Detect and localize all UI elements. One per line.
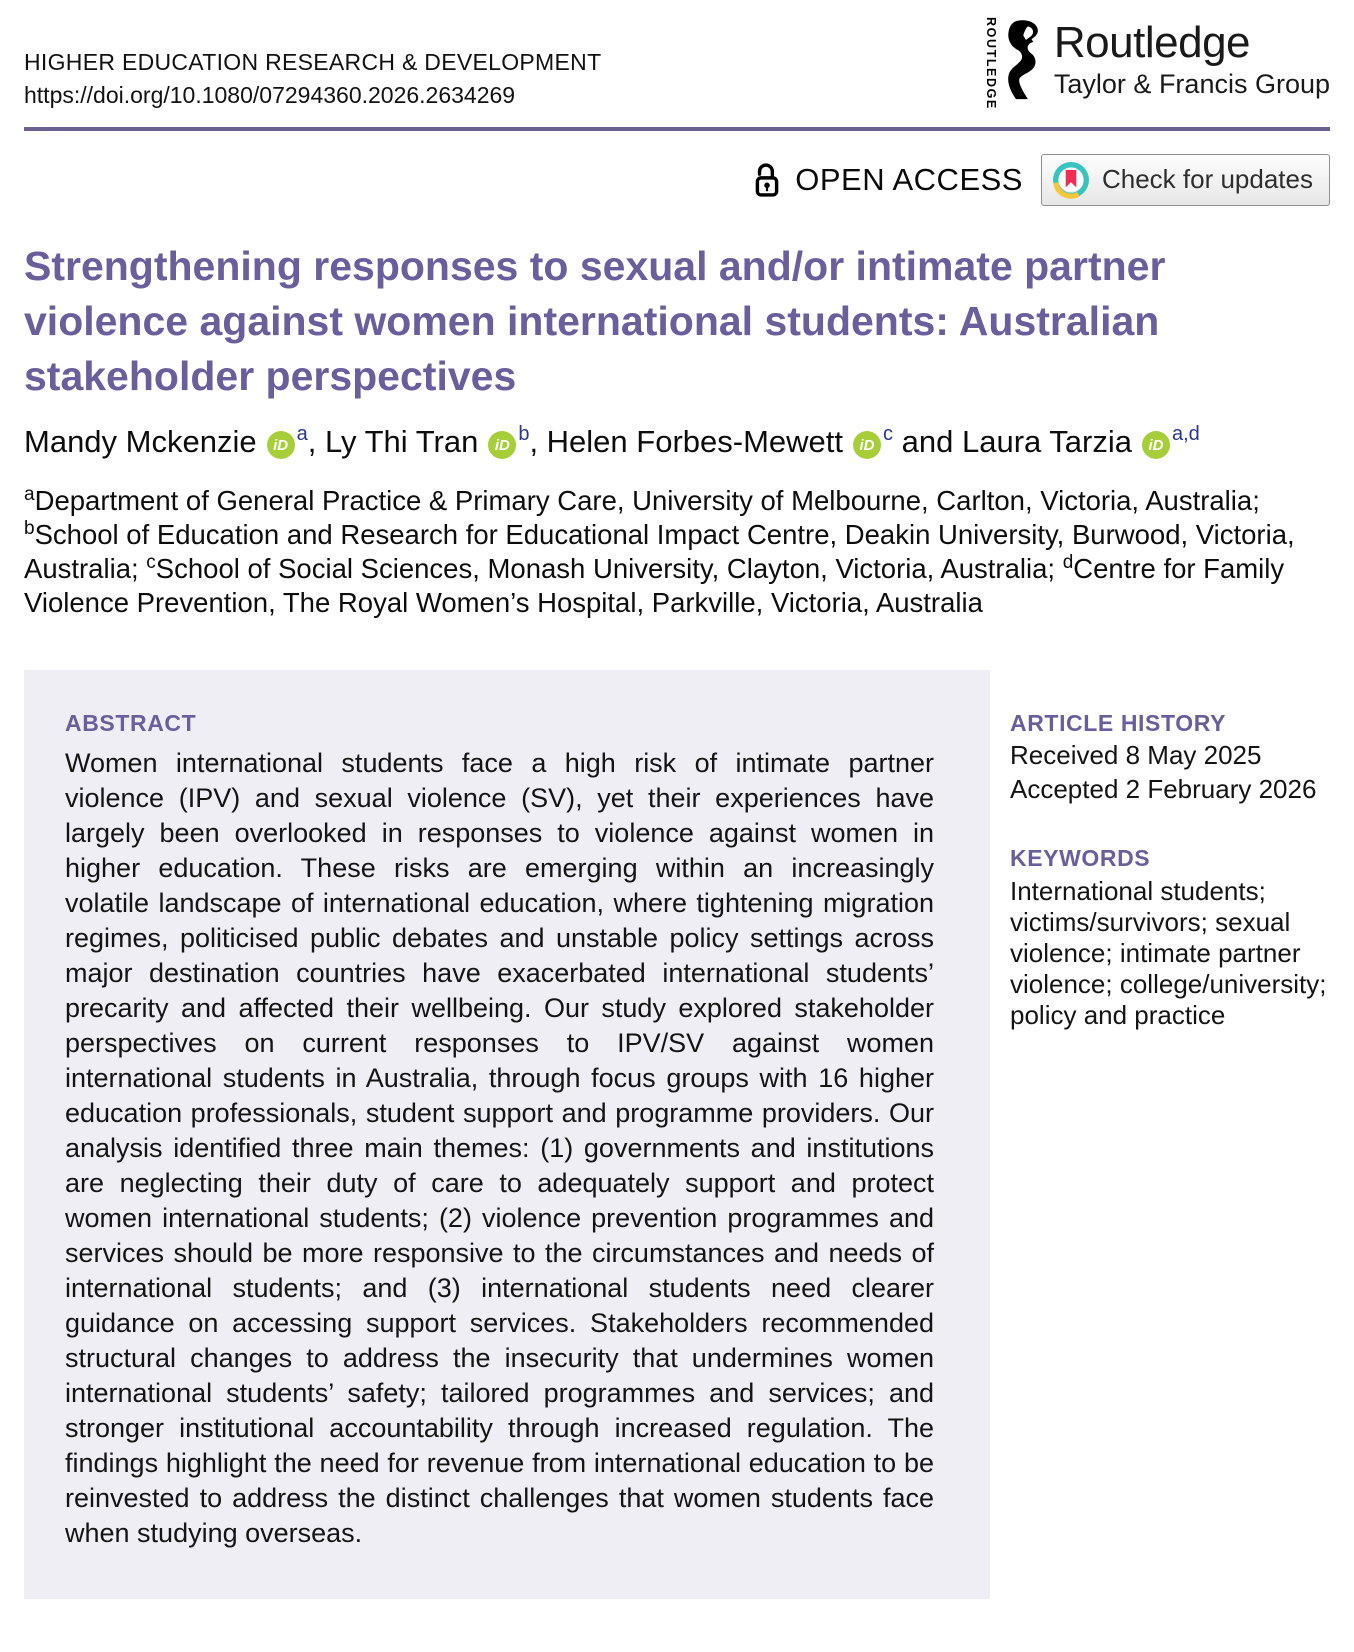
author-name: Mandy Mckenzie	[24, 423, 257, 459]
abstract-box	[24, 670, 990, 1599]
affiliation-text: Department of General Practice & Primary Care, University of Melbourne, Carlton, Victoria, Australia;	[34, 484, 1260, 516]
author-line	[24, 424, 1330, 460]
orcid-icon[interactable]: iD	[1142, 431, 1170, 459]
open-access-label: OPEN ACCESS	[795, 161, 1023, 197]
author-affiliation-superscript: a,d	[1172, 422, 1200, 445]
logo-tagline: Taylor & Francis Group	[1053, 68, 1330, 99]
author-name: Ly Thi Tran	[324, 423, 479, 459]
article-history-heading: ARTICLE HISTORY	[1010, 709, 1227, 736]
author-separator: ,	[307, 423, 325, 459]
keywords-list: International students; victims/survivors; sexual violence; intimate partner violence; college/university; policy and practice	[1010, 875, 1327, 1030]
orcid-icon[interactable]: iD	[488, 431, 516, 459]
author-affiliation-superscript: b	[518, 422, 530, 445]
open-access-badge	[751, 160, 1023, 200]
affiliation-superscript: c	[146, 551, 156, 573]
logo-publisher-name: Routledge	[1053, 18, 1251, 68]
check-for-updates-button[interactable]	[1041, 154, 1330, 206]
received-date: Received 8 May 2025	[1010, 739, 1262, 770]
author-name: Laura Tarzia	[961, 423, 1132, 459]
open-padlock-icon	[751, 160, 783, 200]
side-column	[1010, 670, 1330, 1031]
affiliation-superscript: a	[24, 483, 35, 505]
routledge-vertical-wordmark: ROUTLEDGE	[983, 17, 998, 110]
orcid-icon[interactable]: iD	[853, 431, 881, 459]
author-affiliation-superscript: c	[883, 422, 894, 445]
author-separator: ,	[529, 423, 547, 459]
logo-names	[1054, 20, 1330, 99]
affiliation-superscript: d	[1062, 551, 1074, 573]
author-separator: and	[893, 423, 962, 459]
author-affiliation-superscript: a	[296, 422, 308, 445]
masthead	[24, 17, 1330, 113]
routledge-r-icon	[1006, 16, 1046, 104]
crossmark-icon	[1052, 161, 1090, 199]
doi-link[interactable]: https://doi.org/10.1080/07294360.2026.2634269	[24, 82, 516, 109]
affiliation-text: School of Social Sciences, Monash University, Clayton, Victoria, Australia;	[155, 552, 1063, 584]
affiliations	[24, 484, 1324, 620]
affiliation-text: School of Education and Research for Educational Impact Centre, Deakin University, Burwood, Victoria, Australia;	[24, 518, 1295, 584]
abstract-text: Women international students face a high risk of intimate partner violence (IPV) and sexual violence (SV), yet their experiences have largely been overlooked in responses to violence against women in higher education. These risks are emerging within an increasingly volatile landscape of international education, where tightening migration regimes, politicised public debates and unstable policy settings across major destination countries have exacerbated international students’ precarity and affected their wellbeing. Our study explored stakeholder perspectives on current responses to IPV/SV against women international students in Australia, through focus groups with 16 higher education professionals, student support and programme providers. Our analysis identified three main themes: (1) governments and institutions are neglecting their duty of care to adequately support and protect women international students; (2) violence prevention programmes and services should be more responsive to the circumstances and needs of international students; and (3) international students need clearer guidance on accessing support services. Stakeholders recommended structural changes to address the insecurity that undermines women international students’ safety; tailored programmes and services; and stronger institutional accountability through increased regulation. The findings highlight the need for revenue from international education to be reinvested to address the distinct challenges that women students face when studying overseas.	[65, 747, 934, 1548]
abstract-section	[24, 670, 1330, 1599]
journal-title: HIGHER EDUCATION RESEARCH & DEVELOPMENT	[24, 49, 602, 75]
access-row	[24, 153, 1330, 207]
check-for-updates-label: Check for updates	[1101, 164, 1313, 195]
header-divider	[24, 127, 1330, 131]
affiliation-superscript: b	[24, 517, 35, 539]
accepted-date: Accepted 2 February 2026	[1010, 773, 1317, 804]
author-name: Helen Forbes-Mewett	[546, 423, 844, 459]
article-title: Strengthening responses to sexual and/or intimate partner violence against women international students: Australian stakeholder perspectives	[24, 242, 1166, 399]
keywords-heading: KEYWORDS	[1010, 844, 1151, 871]
routledge-logo	[983, 16, 1330, 110]
orcid-icon[interactable]: iD	[267, 431, 295, 459]
affiliation-text: Centre for Family Violence Prevention, The Royal Women’s Hospital, Parkville, Victoria, Australia	[24, 552, 1285, 618]
abstract-heading: ABSTRACT	[65, 709, 197, 736]
